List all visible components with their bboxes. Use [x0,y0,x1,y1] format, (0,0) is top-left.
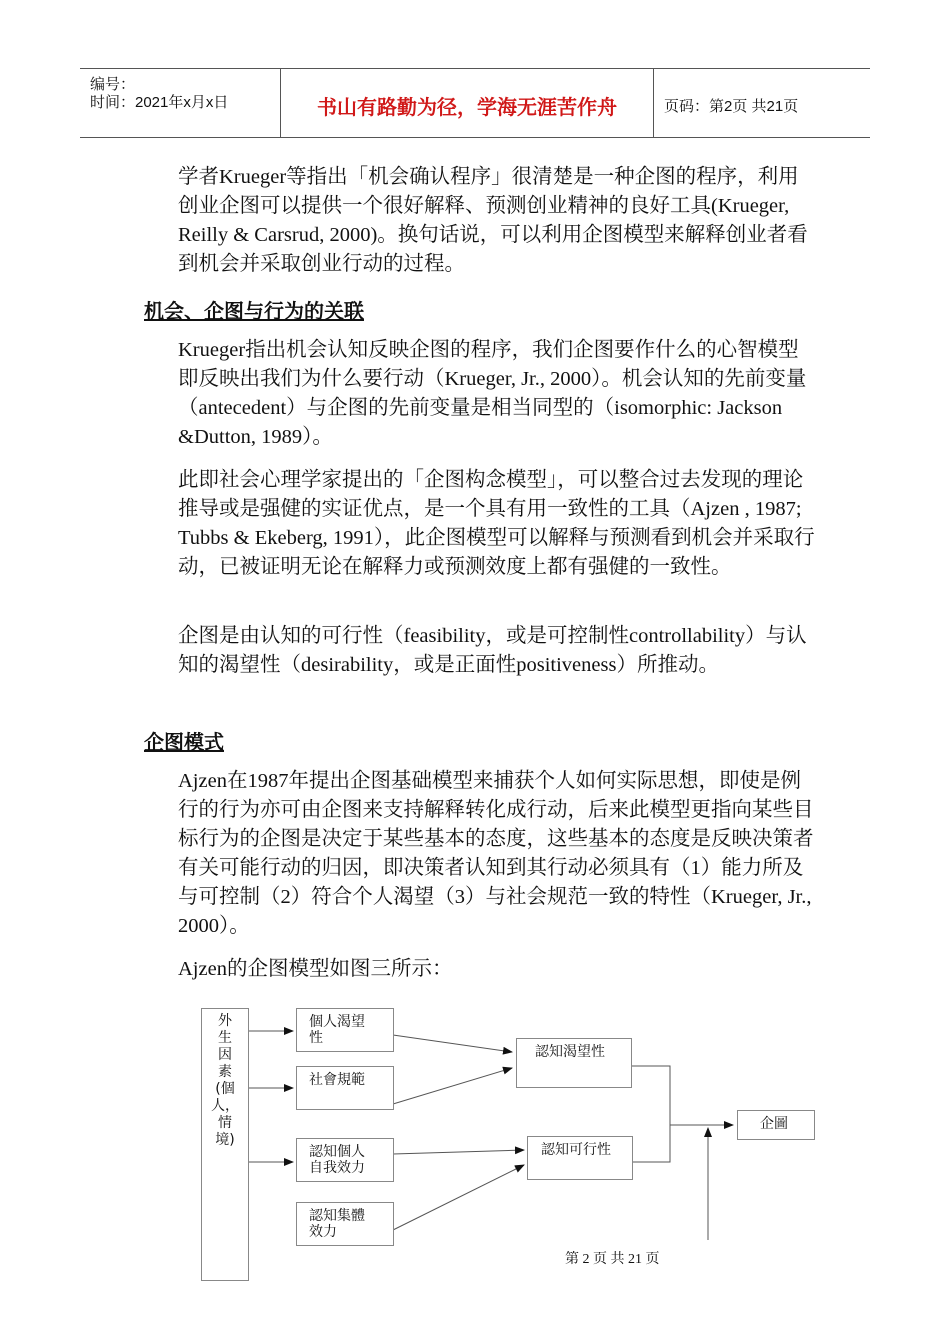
header-table [80,68,870,138]
header-left-cell [80,69,281,137]
box-exogenous-factors [201,1008,249,1281]
box-perceived-feasibility [527,1136,633,1180]
paragraph-1: 学者Krueger等指出「机会确认程序」很清楚是一种企图的程序，利用创业企图可以提供一个很好解释、预测创业精神的良好工具(Krueger, Reilly & Carsrud, 2000)。换句话说，可以利用企图模型来解释创业者看到机会并采取创业行动的过程。 [178,166,808,275]
box-intention [737,1110,815,1140]
header-right-cell [654,69,870,137]
paragraph-6: Ajzen的企图模型如图三所示： [178,958,453,980]
header-motto: 书山有路勤为径，学海无涯苦作舟 [317,95,617,119]
section-heading-2: 企图模式 [144,730,224,754]
paragraph-3: 此即社会心理学家提出的「企图构念模型」，可以整合过去发现的理论推导或是强健的实证优点，是一个具有用一致性的工具（Ajzen , 1987; Tubbs & Ekeberg, 1991），此企图模型可以解释与预测看到机会并采取行动，已被证明无论在解释力或预测效度上都有强健的一致性。 [178,469,815,578]
box-perceived-collective-efficacy [296,1202,394,1246]
box-personal-desirability [296,1008,394,1052]
paragraph-2: Krueger指出机会认知反映企图的程序，我们企图要作什么的心智模型即反映出我们为什么要行动（Krueger, Jr., 2000）。机会认知的先前变量（antecedent）与企图的先前变量是相当同型的（isomorphic: Jackson &Dutton, 1989）。 [178,339,807,448]
box-perceived-desirability [516,1038,632,1088]
perceived-self-efficacy-line2: 自我效力 [309,1160,365,1176]
personal-desirability-line1: 個人渴望 [309,1014,365,1030]
perceived-collective-efficacy-line2: 效力 [309,1224,337,1240]
arrow-selfeff-to-pfeas [393,1150,524,1154]
page-info: 页码：第2页 共21页 [664,98,799,115]
number-label: 编号： [90,76,136,93]
time-label: 时间：2021年x月x日 [90,94,229,111]
paragraph-5: Ajzen在1987年提出企图基础模型来捕获个人如何实际思想，即使是例行的行为亦可由企图来支持解释转化成行动，后来此模型更指向某些目标行为的企图是决定于某些基本的态度，这些基本的态度是反映决策者有关可能行动的归因，即决策者认知到其行动必须具有（1）能力所及与可控制（2）符合个人渴望（3）与社会规范一致的特性（Krueger, Jr., 2000）。 [178,770,814,937]
exogenous-factors-label: 外 生 因 素 (個 人， 情 境) [211,1013,239,1148]
perceived-desirability-label: 認知渴望性 [535,1044,605,1060]
arrow-desire-to-pdesire [393,1035,512,1052]
section-heading-1: 机会、企图与行为的关联 [144,299,364,323]
box-perceived-self-efficacy [296,1138,394,1182]
arrow-norm-to-pdesire [393,1068,512,1104]
perceived-collective-efficacy-line1: 認知集體 [309,1208,365,1224]
personal-desirability-line2: 性 [309,1030,323,1046]
line-pdesire-out [632,1066,670,1125]
header-middle-cell [281,69,654,137]
box-social-norm [296,1066,394,1110]
line-pfeas-out [632,1125,670,1162]
social-norm-label: 社會規範 [309,1072,365,1088]
paragraph-4: 企图是由认知的可行性（feasibility，或是可控制性controllability）与认知的渴望性（desirability，或是正面性positiveness）所推动。 [178,625,807,676]
arrow-colleff-to-pfeas [393,1165,524,1230]
page-footer: 第 2 页 共 21 页 [565,1252,660,1267]
intention-label: 企圖 [760,1116,788,1132]
perceived-self-efficacy-line1: 認知個人 [309,1144,365,1160]
perceived-feasibility-label: 認知可行性 [541,1142,611,1158]
